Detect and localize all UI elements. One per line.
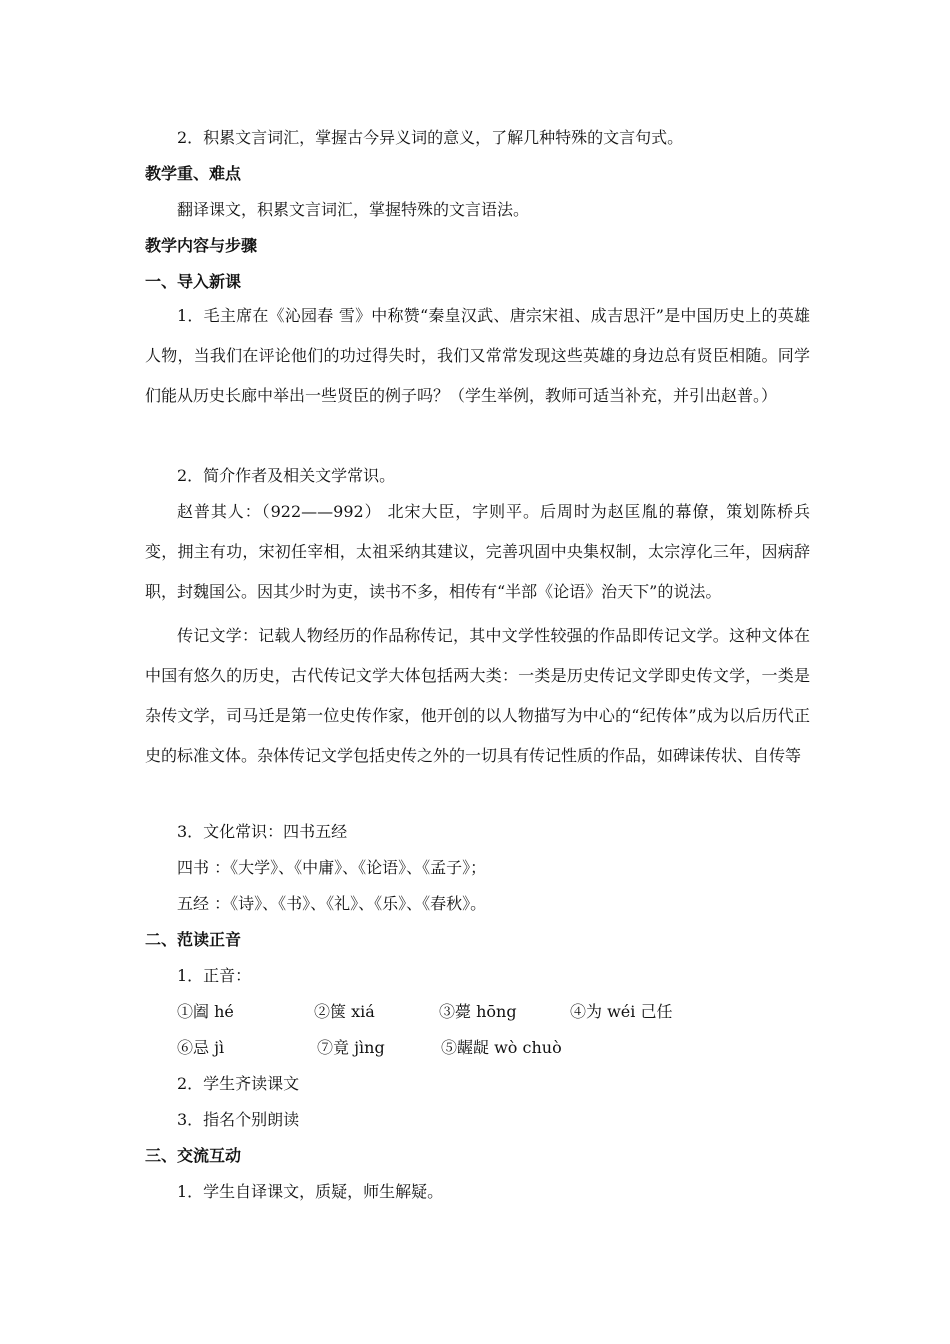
pronunciation-item: ③薨 hōng [439,1002,517,1021]
heading-interaction: 三、交流互动 [145,1146,242,1165]
biography-paragraph: 传记文学：记载人物经历的作品称传记，其中文学性较强的作品即传记文学。这种文体在中国有悠久的历史，古代传记文学大体包括两大类：一类是历史传记文学即史传文学，一类是杂传文学，司马迁是第一位史传作家，他开创的以人物描写为中心的“纪传体”成为以后历代正史的标准文体。杂体传记文学包括史传之外的一切具有传记性质的作品，如碑诔传状、自传等 [145,626,810,765]
pronunciation-item: ④为 wéi 己任 [570,1002,673,1021]
five-classics: 五经 ：《诗》、《书》、《礼》、《乐》、《春秋》。 [177,894,487,913]
intro-paragraph-1: 1．毛主席在《沁园春 雪》中称赞“秦皇汉武、唐宗宋祖、成吉思汗”是中国历史上的英雄人物，当我们在评论他们的功过得失时，我们又常常发现这些英雄的身边总有贤臣相随。同学们能从历史长廊中举出一些贤臣的例子吗？（学生举例，教师可适当补充，并引出赵普。） [145,306,810,405]
heading-key-points: 教学重、难点 [145,164,242,183]
reading-item-3: 3．指名个别朗读 [177,1110,300,1129]
zhaopu-paragraph: 赵普其人：（922——992） 北宋大臣，字则平。后周时为赵匡胤的幕僚，策划陈桥兵变，拥主有功，宋初任宰相，太祖采纳其建议，完善巩固中央集权制，太宗淳化三年，因病辞职，封魏国公。因其少时为吏，读书不多，相传有“半部《论语》治天下”的说法。 [145,502,810,601]
pronunciation-item: ⑤龌龊 wò chuò [441,1038,562,1057]
reading-item-2: 2．学生齐读课文 [177,1074,300,1093]
pronunciation-item: ①阖 hé [177,1002,234,1021]
heading-content-steps: 教学内容与步骤 [145,236,258,255]
heading-introduction: 一、导入新课 [145,272,242,291]
heading-reading: 二、范读正音 [145,930,242,949]
interaction-item-1: 1．学生自译课文，质疑，师生解疑。 [177,1182,444,1201]
intro-item-2: 2．简介作者及相关文学常识。 [177,466,396,485]
objective-2: 2．积累文言词汇，掌握古今异义词的意义，了解几种特殊的文言句式。 [177,128,684,147]
key-points-text: 翻译课文，积累文言词汇，掌握特殊的文言语法。 [177,200,530,219]
culture-knowledge: 3．文化常识：四书五经 [177,822,348,841]
pronunciation-item: ⑦竟 jìng [317,1038,385,1057]
pronunciation-item: ②箧 xiá [314,1002,375,1021]
pronunciation-item: ⑥忌 jì [177,1038,225,1057]
pronunciation-title: 1．正音： [177,966,252,985]
four-books: 四书 ：《大学》、《中庸》、《论语》、《孟子》； [177,858,487,877]
